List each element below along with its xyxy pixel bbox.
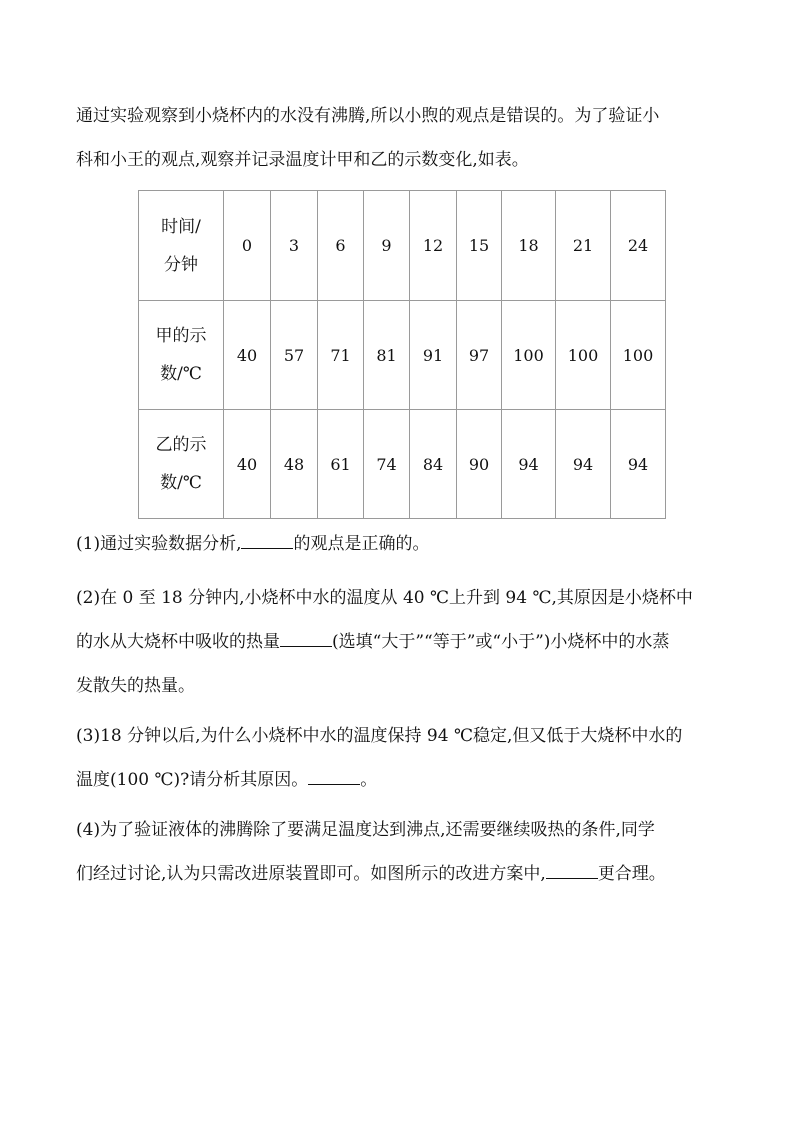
table-cell: 100: [556, 301, 611, 410]
question-3: [76, 714, 736, 802]
table-cell: 61: [318, 410, 364, 519]
table-cell: 12: [410, 191, 457, 301]
table-cell: 18: [502, 191, 556, 301]
row-label-yi: 乙的示 数/℃: [139, 410, 224, 519]
table-cell: 94: [556, 410, 611, 519]
table-cell: 74: [364, 410, 410, 519]
table-cell: 40: [224, 301, 271, 410]
q3-answer-blank: [308, 766, 360, 785]
q4-text-after: 更合理。: [597, 864, 666, 884]
table-cell: 81: [364, 301, 410, 410]
table-cell: 9: [364, 191, 410, 301]
q1-text-before: (1)通过实验数据分析,: [76, 534, 242, 554]
table-row-time: [139, 191, 666, 301]
table-cell: 40: [224, 410, 271, 519]
table-cell: 84: [410, 410, 457, 519]
intro-line-2: 科和小王的观点,观察并记录温度计甲和乙的示数变化,如表。: [76, 150, 529, 170]
question-4: [76, 808, 736, 896]
q2-answer-blank: [280, 628, 332, 647]
question-1: [76, 522, 736, 566]
q2-line-3: 发散失的热量。: [76, 676, 195, 696]
table-cell: 94: [611, 410, 666, 519]
table-cell: 57: [271, 301, 318, 410]
q4-answer-blank: [546, 860, 598, 879]
q3-text-before: 温度(100 ℃)?请分析其原因。: [76, 770, 309, 790]
table-cell: 71: [318, 301, 364, 410]
table-cell: 94: [502, 410, 556, 519]
table-cell: 97: [457, 301, 502, 410]
table-row-yi: [139, 410, 666, 519]
question-2: [76, 576, 736, 708]
q2-text-after: (选填“大于”“等于”或“小于”)小烧杯中的水蒸: [332, 632, 670, 652]
table-cell: 21: [556, 191, 611, 301]
table-cell: 48: [271, 410, 318, 519]
intro-paragraph: [76, 94, 736, 182]
table-cell: 24: [611, 191, 666, 301]
table-cell: 100: [611, 301, 666, 410]
table-cell: 91: [410, 301, 457, 410]
table-cell: 90: [457, 410, 502, 519]
q2-line-1: (2)在 0 至 18 分钟内,小烧杯中水的温度从 40 ℃上升到 94 ℃,其原因是小烧杯中: [76, 588, 693, 608]
table-cell: 100: [502, 301, 556, 410]
q3-text-after: 。: [360, 770, 378, 790]
table-row-jia: [139, 301, 666, 410]
row-label-jia: 甲的示 数/℃: [139, 301, 224, 410]
table-cell: 3: [271, 191, 318, 301]
table-cell: 0: [224, 191, 271, 301]
q4-text-before: 们经过讨论,认为只需改进原装置即可。如图所示的改进方案中,: [76, 864, 546, 884]
q4-line-1: (4)为了验证液体的沸腾除了要满足温度达到沸点,还需要继续吸热的条件,同学: [76, 820, 655, 840]
row-label-time: 时间/ 分钟: [139, 191, 224, 301]
table-cell: 6: [318, 191, 364, 301]
table-cell: 15: [457, 191, 502, 301]
intro-line-1: 通过实验观察到小烧杯内的水没有沸腾,所以小煦的观点是错误的。为了验证小: [76, 106, 660, 126]
q2-text-before: 的水从大烧杯中吸收的热量: [76, 632, 280, 652]
q1-text-after: 的观点是正确的。: [293, 534, 430, 554]
q1-answer-blank: [241, 530, 293, 549]
temperature-table: [138, 190, 666, 519]
q3-line-1: (3)18 分钟以后,为什么小烧杯中水的温度保持 94 ℃稳定,但又低于大烧杯中水的: [76, 726, 683, 746]
